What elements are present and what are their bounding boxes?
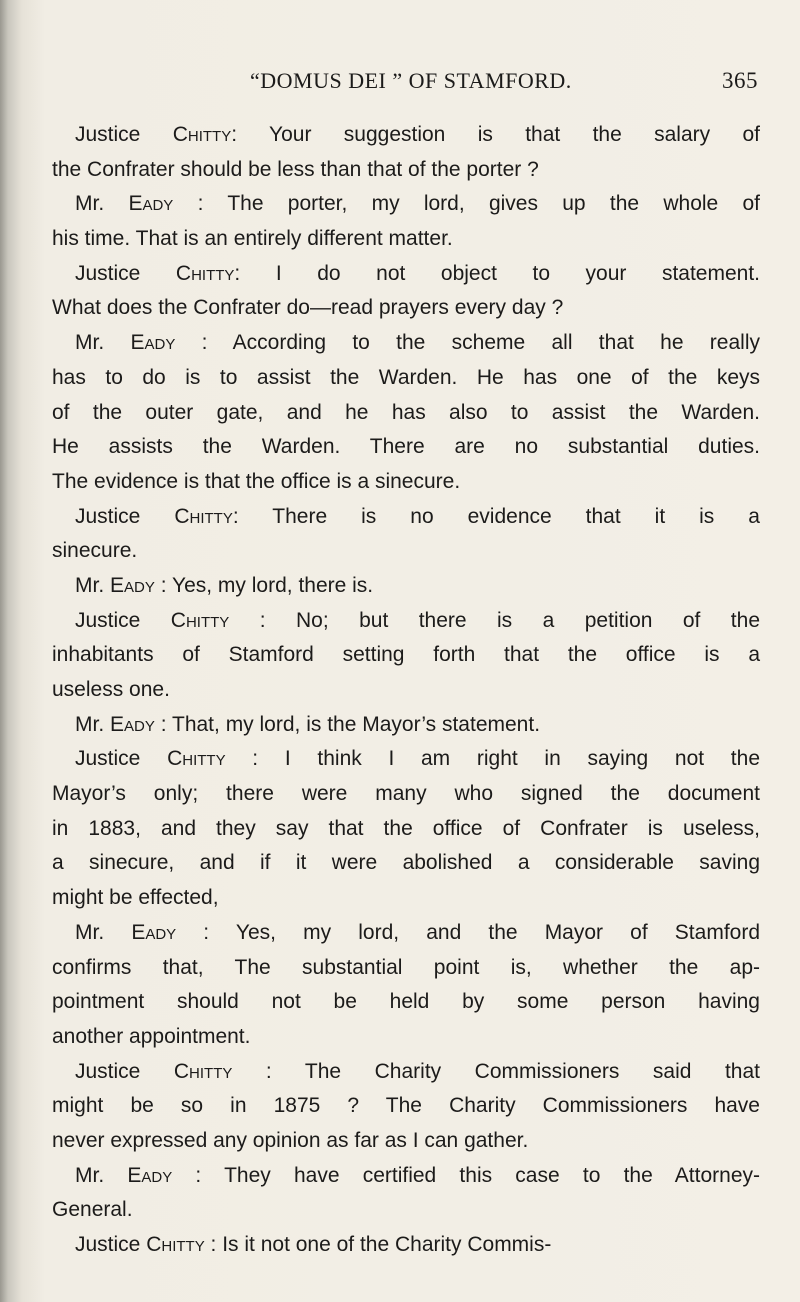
text-line (52, 708, 760, 743)
line-text: There is no evidence that it is a (272, 504, 760, 528)
line-text: Your suggestion is that the salary of (269, 123, 760, 146)
speaker-separator: : (176, 920, 236, 944)
speaker-name: Chitty (170, 608, 230, 632)
paragraph (52, 569, 760, 604)
text-line (52, 985, 760, 1020)
line-text: The Charity Commissioners said that (304, 1059, 760, 1083)
speaker-name: Chitty (174, 504, 233, 528)
line-text: might be effected, (52, 886, 219, 910)
speaker-separator: : (173, 192, 228, 216)
speaker-separator: : (154, 573, 172, 597)
paragraph (52, 742, 760, 915)
text-line (52, 638, 760, 673)
paragraph (52, 1055, 760, 1159)
text-line (52, 1089, 760, 1124)
paragraph (52, 708, 760, 743)
line-text: They have certified this case to the Attorney- (224, 1163, 761, 1187)
text-line (52, 604, 760, 639)
line-text: According to the scheme all that he really (232, 331, 760, 355)
line-text: might be so in 1875 ? The Charity Commissioners have (52, 1094, 760, 1118)
text-line (52, 326, 760, 361)
line-text: The porter, my lord, gives up the whole of (227, 192, 760, 216)
speaker-title: Justice (75, 747, 141, 771)
speaker-name: Chitty (172, 123, 232, 146)
speaker-separator: : (175, 331, 233, 355)
speaker-title: Mr. (75, 712, 105, 736)
text-line (52, 812, 760, 847)
speaker-separator: : (232, 504, 273, 528)
speaker-title: Mr. (75, 1163, 105, 1187)
page-number: 365 (722, 68, 758, 93)
line-text: I do not object to your statement. (275, 261, 761, 285)
speaker-title: Mr. (75, 573, 105, 597)
text-line (52, 257, 760, 292)
paragraph (52, 1159, 760, 1228)
speaker-title: Mr. (75, 192, 105, 216)
body-text (52, 118, 760, 1263)
speaker-name: Eady (131, 920, 177, 944)
line-text: of the outer gate, and he has also to assist the Warden. (52, 400, 760, 424)
text-line (52, 881, 760, 916)
text-line (52, 916, 760, 951)
line-text: Yes, my lord, there is. (172, 573, 374, 597)
text-line (52, 187, 760, 222)
speaker-separator: : (154, 712, 172, 736)
speaker-title: Justice (75, 608, 141, 632)
text-line (52, 430, 760, 465)
text-line (52, 1055, 760, 1090)
speaker-name: Eady (130, 331, 176, 355)
text-line (52, 777, 760, 812)
text-line (52, 1228, 760, 1263)
text-line (52, 1124, 760, 1159)
text-line (52, 500, 760, 535)
paragraph (52, 500, 760, 569)
line-text: has to do is to assist the Warden. He has one of the keys (52, 365, 760, 389)
text-line (52, 1193, 760, 1228)
speaker-name: Eady (110, 573, 155, 597)
paragraph (52, 916, 760, 1055)
text-line (52, 673, 760, 708)
line-text: No; but there is a petition of the (296, 608, 760, 632)
speaker-name: Eady (127, 1163, 173, 1187)
text-line (52, 569, 760, 604)
text-line (52, 361, 760, 396)
speaker-title: Justice (75, 1233, 141, 1256)
paragraph (52, 257, 760, 326)
speaker-name: Chitty (146, 1233, 205, 1256)
speaker-title: Mr. (75, 331, 105, 355)
text-line (52, 465, 760, 500)
line-text: another appointment. (52, 1024, 251, 1048)
line-text: pointment should not be held by some person having (52, 990, 760, 1014)
speaker-title: Justice (75, 504, 141, 528)
line-text: The evidence is that the office is a sinecure. (52, 469, 461, 493)
line-text: He assists the Warden. There are no substantial duties. (52, 435, 760, 459)
speaker-name: Chitty (173, 1059, 233, 1083)
speaker-name: Eady (128, 192, 174, 216)
text-line (52, 1020, 760, 1055)
line-text: That, my lord, is the Mayor’s statement. (172, 712, 541, 736)
text-line (52, 291, 760, 326)
line-text: sinecure. (52, 539, 138, 563)
speaker-separator: : (229, 608, 296, 632)
speaker-name: Chitty (175, 261, 235, 285)
speaker-separator: : (231, 123, 270, 146)
text-line (52, 951, 760, 986)
paragraph (52, 1228, 760, 1263)
line-text: useless one. (52, 678, 170, 701)
speaker-separator: : (172, 1163, 225, 1187)
text-line (52, 396, 760, 431)
speaker-name: Chitty (167, 747, 226, 771)
line-text: General. (52, 1198, 133, 1222)
line-text: Is it not one of the Charity Commis- (222, 1233, 552, 1256)
text-line (52, 153, 760, 188)
speaker-separator: : (204, 1233, 223, 1256)
line-text: the Confrater should be less than that of the porter ? (52, 157, 539, 181)
speaker-separator: : (225, 747, 285, 771)
text-line (52, 222, 760, 257)
speaker-separator: : (232, 1059, 305, 1083)
speaker-separator: : (234, 261, 276, 285)
line-text: I think I am right in saying not the (284, 747, 760, 771)
speaker-title: Justice (75, 1059, 141, 1083)
text-line (52, 846, 760, 881)
text-line (52, 534, 760, 569)
text-line (52, 118, 760, 153)
paragraph (52, 604, 760, 708)
speaker-title: Mr. (75, 920, 105, 944)
text-line (52, 742, 760, 777)
line-text: in 1883, and they say that the office of Confrater is useless, (52, 816, 760, 840)
line-text: a sinecure, and if it were abolished a considerable saving (52, 851, 760, 875)
line-text: What does the Confrater do—read prayers every day ? (52, 296, 564, 320)
paragraph (52, 187, 760, 256)
running-title: “DOMUS DEI ” OF STAMFORD. (250, 68, 572, 93)
line-text: inhabitants of Stamford setting forth that the office is a (52, 643, 760, 667)
line-text: his time. That is an entirely different matter. (52, 227, 453, 251)
paragraph (52, 326, 760, 499)
line-text: never expressed any opinion as far as I can gather. (52, 1128, 529, 1152)
page-header (0, 68, 800, 98)
paragraph (52, 118, 760, 187)
line-text: Yes, my lord, and the Mayor of Stamford (235, 920, 761, 944)
line-text: Mayor’s only; there were many who signed the document (52, 782, 760, 806)
speaker-title: Justice (75, 123, 141, 146)
text-line (52, 1159, 760, 1194)
speaker-title: Justice (75, 261, 141, 285)
speaker-name: Eady (110, 712, 155, 736)
line-text: confirms that, The substantial point is, whether the ap- (52, 955, 760, 979)
